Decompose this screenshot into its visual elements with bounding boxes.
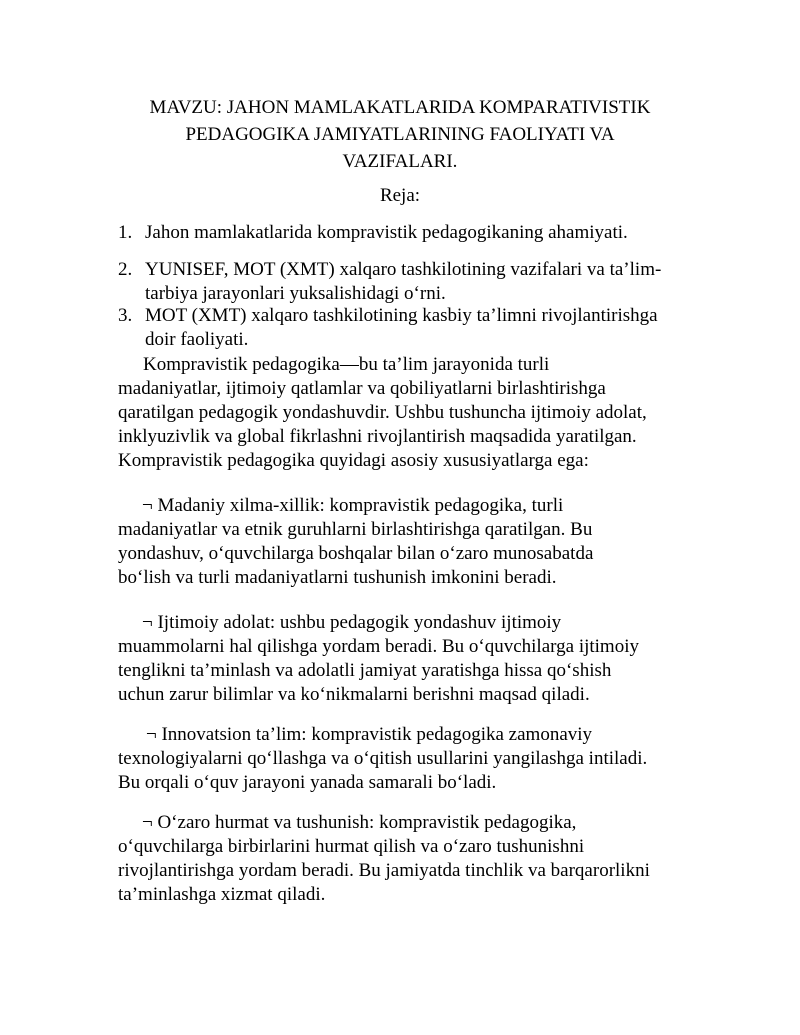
feature-paragraph-3 [118,723,718,795]
title-line: VAZIFALARI. [342,151,458,172]
paragraph-line: ta’minlashga xizmat qiladi. [118,884,326,905]
paragraph-line: o‘quvchilarga birbirlarini hurmat qilish va o‘zaro tushunishni [118,836,585,857]
feature-paragraph-2 [118,611,718,707]
plan-heading: Reja: [379,185,421,206]
paragraph-line: Kompravistik pedagogika—bu ta’lim jarayonida turli [143,354,550,375]
paragraph-line: qaratilgan pedagogik yondashuvdir. Ushbu tushuncha ijtimoiy adolat, [118,402,647,423]
plan-item-text: doir faoliyati. [145,329,249,350]
title-line: PEDAGOGIKA JAMIYATLARINING FAOLIYATI VA [185,124,615,145]
plan-list [118,258,718,306]
plan-item-text: MOT (XMT) xalqaro tashkilotining kasbiy ta’limni rivojlantirishga [145,305,658,326]
paragraph-line: texnologiyalarni qo‘llashga va o‘qitish usullarini yangilashga intiladi. [118,748,648,769]
paragraph-line: bo‘lish va turli madaniyatlarni tushunish imkonini beradi. [118,567,557,588]
plan-list [118,221,718,245]
feature-paragraph-4 [118,811,718,907]
paragraph-line: madaniyatlar, ijtimoiy qatlamlar va qobiliyatlarni birlashtirishga [118,378,606,399]
paragraph-line: tenglikni ta’minlash va adolatli jamiyat yaratishga hissa qo‘shish [118,660,612,681]
document-title [100,94,700,175]
intro-paragraph [118,353,718,473]
paragraph-line: ¬ Madaniy xilma-xillik: kompravistik pedagogika, turli [142,495,564,516]
paragraph-line: ¬ Ijtimoiy adolat: ushbu pedagogik yondashuv ijtimoiy [142,612,562,633]
plan-item-text: Jahon mamlakatlarida kompravistik pedagogikaning ahamiyati. [145,222,628,243]
paragraph-line: inklyuzivlik va global fikrlashni rivojlantirish maqsadida yaratilgan. [118,426,637,447]
plan-item-text: YUNISEF, MOT (XMT) xalqaro tashkilotining vazifalari va ta’lim- [145,259,662,280]
title-line: MAVZU: JAHON MAMLAKATLARIDA KOMPARATIVISTIK [149,97,651,118]
plan-item-number: 1. [118,222,133,243]
plan-item-1 [118,221,718,245]
paragraph-line: uchun zarur bilimlar va ko‘nikmalarni berishni maqsad qiladi. [118,684,590,705]
feature-paragraph-1 [118,494,718,590]
paragraph-line: Kompravistik pedagogika quyidagi asosiy xususiyatlarga ega: [118,450,589,471]
plan-item-text: tarbiya jarayonlari yuksalishidagi o‘rni. [145,283,446,304]
paragraph-line: ¬ O‘zaro hurmat va tushunish: kompravistik pedagogika, [142,812,577,833]
paragraph-line: yondashuv, o‘quvchilarga boshqalar bilan o‘zaro munosabatda [118,543,594,564]
paragraph-line: rivojlantirishga yordam beradi. Bu jamiyatda tinchlik va barqarorlikni [118,860,650,881]
paragraph-line: madaniyatlar va etnik guruhlarni birlashtirishga qaratilgan. Bu [118,519,593,540]
paragraph-line: muammolarni hal qilishga yordam beradi. Bu o‘quvchilarga ijtimoiy [118,636,639,657]
paragraph-line: ¬ Innovatsion ta’lim: kompravistik pedagogika zamonaviy [146,724,593,745]
plan-item-3 [118,304,718,352]
plan-list [118,304,718,352]
plan-item-number: 2. [118,259,133,280]
paragraph-line: Bu orqali o‘quv jarayoni yanada samarali bo‘ladi. [118,772,497,793]
plan-item-number: 3. [118,305,133,326]
plan-item-2 [118,258,718,306]
